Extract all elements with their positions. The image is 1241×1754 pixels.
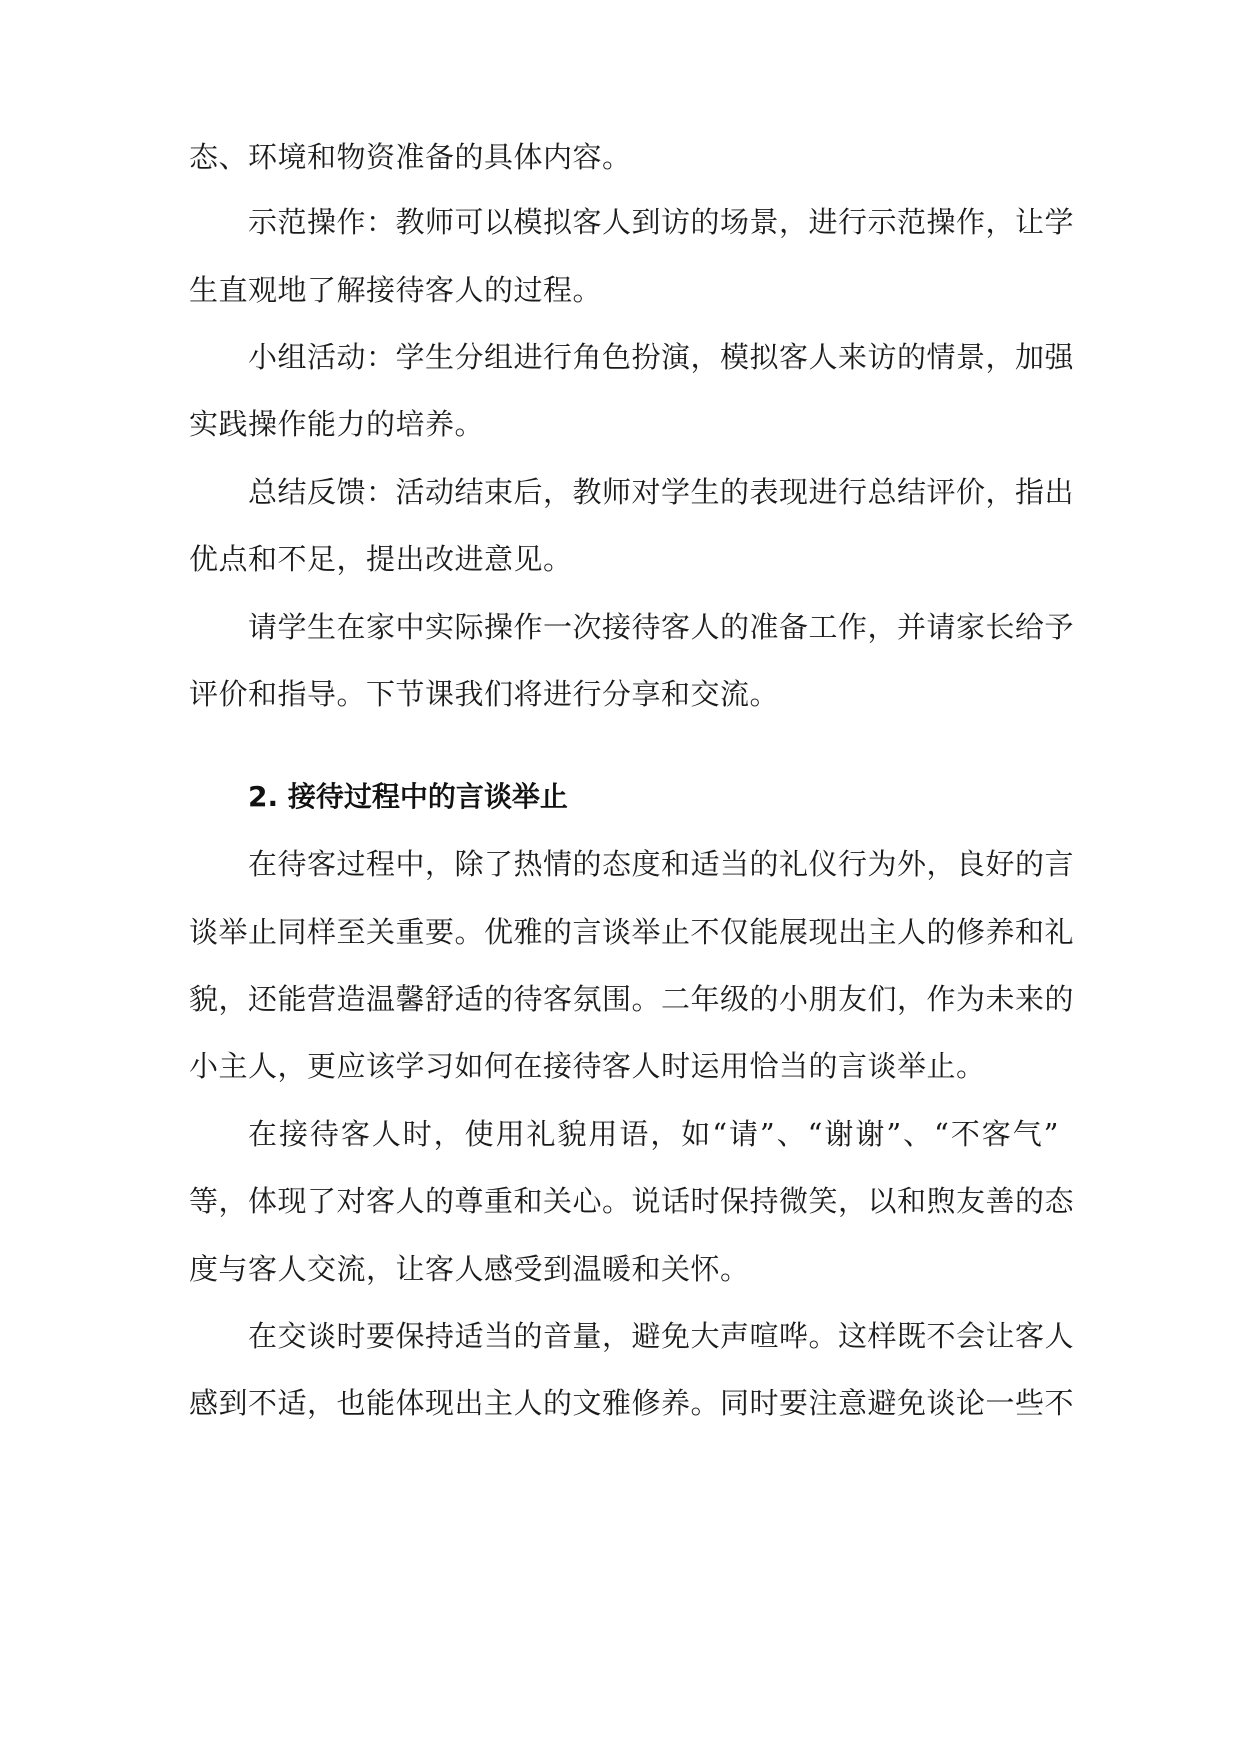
paragraph-line: 小主人，更应该学习如何在接待客人时运用恰当的言谈举止。	[189, 1049, 986, 1083]
paragraph-line: 在交谈时要保持适当的音量，避免大声喧哗。这样既不会让客人	[248, 1319, 1075, 1353]
paragraph-line: 评价和指导。下节课我们将进行分享和交流。	[189, 677, 780, 711]
paragraph-line: 请学生在家中实际操作一次接待客人的准备工作，并请家长给予	[248, 610, 1075, 644]
paragraph-line: 总结反馈：活动结束后，教师对学生的表现进行总结评价，指出	[248, 475, 1075, 509]
paragraph-line: 在接待客人时，使用礼貌用语，如“请”、“谢谢”、“不客气”	[248, 1117, 1059, 1151]
paragraph-line: 在待客过程中，除了热情的态度和适当的礼仪行为外，良好的言	[248, 847, 1075, 881]
paragraph-line: 貌，还能营造温馨舒适的待客氛围。二年级的小朋友们，作为未来的	[189, 982, 1075, 1016]
paragraph-line: 感到不适，也能体现出主人的文雅修养。同时要注意避免谈论一些不	[189, 1386, 1075, 1420]
paragraph-line: 等，体现了对客人的尊重和关心。说话时保持微笑，以和煦友善的态	[189, 1184, 1075, 1218]
paragraph-line: 实践操作能力的培养。	[189, 407, 485, 441]
paragraph-line: 生直观地了解接待客人的过程。	[189, 273, 603, 307]
paragraph-line: 谈举止同样至关重要。优雅的言谈举止不仅能展现出主人的修养和礼	[189, 915, 1075, 949]
paragraph-line: 优点和不足，提出改进意见。	[189, 542, 573, 576]
paragraph-line: 态、环境和物资准备的具体内容。	[189, 140, 632, 174]
paragraph-line: 示范操作：教师可以模拟客人到访的场景，进行示范操作，让学	[248, 205, 1075, 239]
paragraph-line: 度与客人交流，让客人感受到温暖和关怀。	[189, 1252, 750, 1286]
section-heading: 2. 接待过程中的言谈举止	[248, 780, 568, 813]
paragraph-line: 小组活动：学生分组进行角色扮演，模拟客人来访的情景，加强	[248, 340, 1075, 374]
